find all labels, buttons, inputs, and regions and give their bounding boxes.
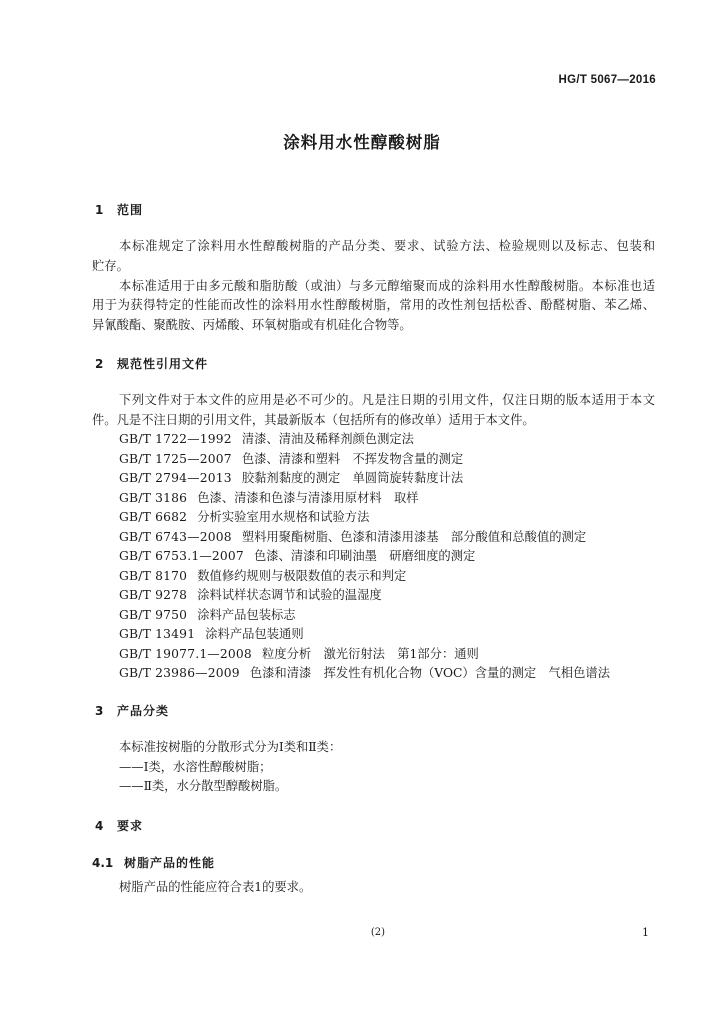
- section-title: 规范性引用文件: [117, 357, 209, 371]
- reference-title: 涂料产品包装通则: [205, 627, 304, 641]
- paragraph-line: 用于为获得特定的性能而改性的涂料用水性醇酸树脂，常用的改性剂包括松香、酚醛树脂、苯乙烯、: [92, 298, 655, 313]
- reference-code: GB/T 3186: [119, 490, 188, 505]
- document-title: 涂料用水性醇酸树脂: [283, 133, 441, 152]
- reference-title: 分析实验室用水规格和试验方法: [197, 510, 370, 524]
- reference-code: GB/T 19077.1—2008: [119, 646, 252, 661]
- reference-title: 胶黏剂黏度的测定 单圆筒旋转黏度计法: [241, 471, 464, 485]
- section-title: 要求: [117, 819, 144, 833]
- reference-code: GB/T 6753.1—2007: [119, 549, 244, 563]
- reference-title: 粒度分析 激光衍射法 第1部分：通则: [261, 646, 479, 661]
- subsection-title: 树脂产品的性能: [124, 856, 216, 870]
- section-3-body: [92, 738, 655, 797]
- subsection-number: 4.1: [92, 856, 114, 870]
- reference-code: GB/T 9278: [119, 588, 188, 602]
- reference-code: GB/T 1722—1992: [119, 432, 232, 446]
- subsection-4-1-body: [92, 878, 655, 898]
- section-1-body: [92, 237, 655, 336]
- standard-code-header: HG/T 5067—2016: [558, 74, 656, 86]
- reference-item: [92, 528, 655, 548]
- reference-title: 色漆、清漆和色漆与清漆用原材料 取样: [197, 490, 419, 505]
- reference-code: GB/T 23986—2009: [119, 666, 240, 680]
- section-title: 范围: [117, 203, 144, 217]
- paragraph-line: 件。凡是不注日期的引用文件，其最新版本（包括所有的修改单）适用于本文件。: [92, 412, 535, 427]
- section-number: 1: [95, 203, 104, 217]
- paragraph-line: 贮存。: [92, 258, 129, 273]
- reference-title: 色漆、清漆和塑料 不挥发物含量的测定: [241, 451, 464, 466]
- reference-item: [92, 450, 655, 470]
- reference-code: GB/T 9750: [119, 607, 188, 622]
- reference-item: [92, 489, 655, 509]
- reference-item: [92, 547, 655, 567]
- reference-code: GB/T 6682: [119, 510, 188, 524]
- reference-item: [92, 508, 655, 528]
- paragraph-line: 本标准适用于由多元酸和脂肪酸（或油）与多元醇缩聚而成的涂料用水性醇酸树脂。本标准也适: [119, 278, 655, 293]
- reference-item: [92, 625, 655, 645]
- list-item: ——Ⅰ类，水溶性醇酸树脂；: [119, 759, 272, 774]
- reference-item: [92, 430, 655, 450]
- section-2-body: [92, 391, 655, 684]
- reference-code: GB/T 2794—2013: [119, 471, 232, 485]
- reference-title: 数值修约规则与极限数值的表示和判定: [197, 568, 407, 583]
- reference-item: [92, 469, 655, 489]
- reference-title: 塑料用聚酯树脂、色漆和清漆用漆基 部分酸值和总酸值的测定: [241, 529, 587, 544]
- sheet-mark: (2): [370, 927, 386, 938]
- reference-item: [92, 586, 655, 606]
- reference-title: 涂料产品包装标志: [197, 607, 296, 622]
- paragraph-line: 下列文件对于本文件的应用是必不可少的。凡是注日期的引用文件，仅注日期的版本适用于本文: [119, 393, 655, 407]
- section-number: 3: [95, 704, 104, 718]
- reference-code: GB/T 1725—2007: [119, 451, 232, 466]
- section-title: 产品分类: [117, 704, 170, 718]
- reference-code: GB/T 13491: [119, 627, 196, 641]
- paragraph-line: 异氰酸酯、聚酰胺、丙烯酸、环氧树脂或有机硅化合物等。: [92, 318, 412, 332]
- reference-title: 色漆和清漆 挥发性有机化合物（VOC）含量的测定 气相色谱法: [249, 666, 610, 680]
- reference-item: [92, 606, 655, 626]
- reference-item: [92, 567, 655, 587]
- reference-code: GB/T 8170: [119, 568, 188, 583]
- reference-title: 色漆、清漆和印刷油墨 研磨细度的测定: [253, 549, 476, 563]
- reference-item: [92, 645, 655, 665]
- list-item: ——Ⅱ类，水分散型醇酸树脂。: [119, 779, 288, 793]
- reference-title: 涂料试样状态调节和试验的温湿度: [197, 588, 382, 602]
- reference-title: 清漆、清油及稀释剂颜色测定法: [241, 432, 414, 446]
- reference-item: [92, 664, 655, 684]
- paragraph-line: 树脂产品的性能应符合表1的要求。: [119, 880, 312, 894]
- page-number: 1: [642, 926, 649, 939]
- reference-code: GB/T 6743—2008: [119, 529, 232, 544]
- section-number: 4: [95, 819, 104, 833]
- section-number: 2: [95, 357, 104, 371]
- paragraph-line: 本标准按树脂的分散形式分为Ⅰ类和Ⅱ类：: [119, 740, 342, 754]
- paragraph-line: 本标准规定了涂料用水性醇酸树脂的产品分类、要求、试验方法、检验规则以及标志、包装和: [119, 239, 655, 253]
